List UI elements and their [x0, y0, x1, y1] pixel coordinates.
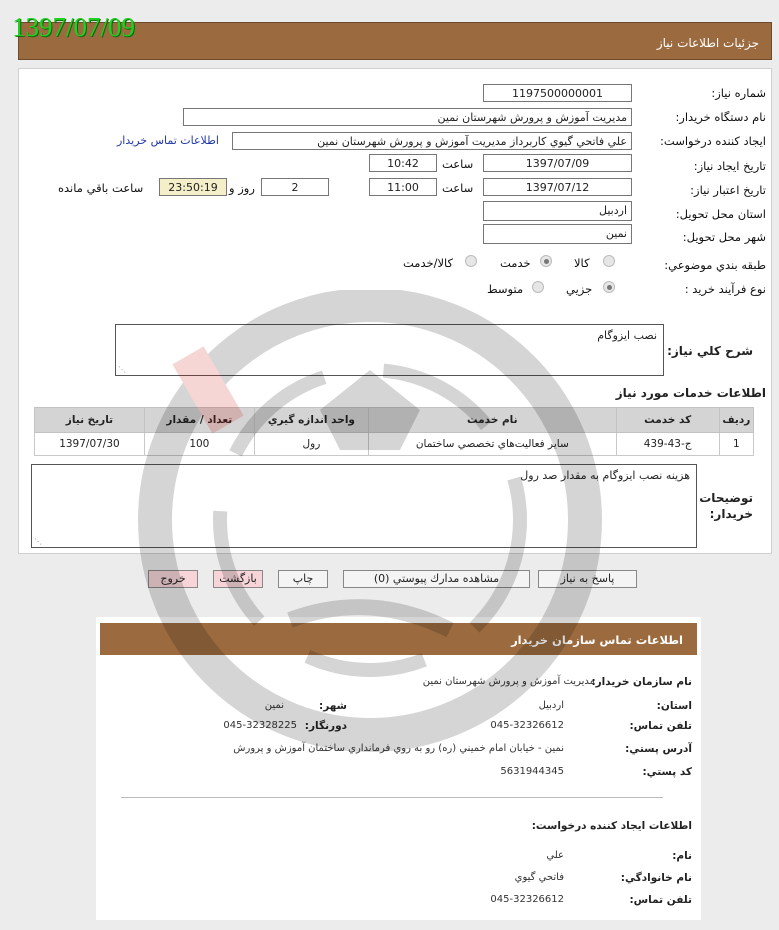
creator-phone-label: تلفن تماس:: [629, 894, 692, 906]
contact-phone-label: تلفن تماس:: [629, 720, 692, 732]
creator-name-value: علي: [546, 850, 564, 861]
col-need-date: تاريخ نياز: [35, 408, 145, 433]
col-quantity: تعداد / مقدار: [144, 408, 254, 433]
buyer-notes-textarea: [31, 464, 697, 548]
contact-postal-value: 5631944345: [500, 766, 564, 777]
cell-quantity: 100: [144, 433, 254, 456]
view-attachments-button[interactable]: مشاهده مدارك پيوستي (0): [343, 570, 530, 588]
creator-name-label: نام:: [672, 850, 692, 862]
creator-family-label: نام خانوادگي:: [620, 872, 692, 884]
category-goods-label: كالا: [574, 256, 590, 270]
category-goods-service-label: كالا/خدمت: [403, 256, 454, 270]
province-label: استان محل تحويل:: [675, 207, 766, 221]
buyer-notes-label-2: خريدار:: [709, 507, 753, 521]
cell-service-name: ساير فعاليت‌هاي تخصصي ساختمان: [369, 433, 616, 456]
cell-service-code: ج-43-439: [616, 433, 719, 456]
contact-card-title: اطلاعات تماس سازمان خريدار: [511, 633, 683, 647]
buyer-notes-text: هزينه نصب ايزوگام به مقدار صد رول: [520, 469, 690, 482]
purchase-medium-label: متوسط: [487, 282, 524, 296]
contact-province-label: استان:: [656, 700, 692, 712]
contact-postal-label: كد پستي:: [642, 766, 692, 778]
summary-textarea: [115, 324, 664, 376]
created-time-field: 10:42: [369, 154, 437, 172]
col-service-code: كد خدمت: [616, 408, 719, 433]
table-row: [35, 433, 754, 456]
buyer-contact-link[interactable]: اطلاعات تماس خريدار: [117, 134, 219, 147]
col-row-number: رديف: [719, 408, 753, 433]
created-time-label: ساعت: [442, 157, 474, 171]
col-unit: واحد اندازه گيري: [254, 408, 368, 433]
resize-grip-icon: ⋰: [118, 365, 126, 374]
requester-field: علي فاتحي گيوي كاربرداز مديريت آموزش و پرورش شهرستان نمين: [232, 132, 632, 150]
province-field: اردبيل: [483, 201, 632, 221]
city-field: نمين: [483, 224, 632, 244]
contact-city-label: شهر:: [319, 700, 347, 712]
need-number-field: 1197500000001: [483, 84, 632, 102]
contact-fax-label: دورنگار:: [304, 720, 347, 732]
created-date-field: 1397/07/09: [483, 154, 632, 172]
divider: [121, 797, 663, 798]
buyer-org-label: نام دستگاه خريدار:: [675, 110, 766, 124]
contact-address-label: آدرس پستي:: [625, 743, 692, 755]
requester-label: ايجاد كننده درخواست:: [660, 134, 766, 148]
city-label: شهر محل تحويل:: [682, 230, 766, 244]
contact-card-header: [100, 623, 697, 655]
category-label: طبقه بندي موضوعي:: [664, 258, 766, 272]
buyer-org-field: مديريت آموزش و پرورش شهرستان نمين: [183, 108, 632, 126]
remaining-time-field: 23:50:19: [159, 178, 227, 196]
days-label: روز و: [229, 181, 255, 195]
back-button[interactable]: بازگشت: [213, 570, 263, 588]
creator-phone-value: 045-32326612: [490, 894, 564, 905]
cell-unit: رول: [254, 433, 368, 456]
need-number-label: شماره نياز:: [711, 86, 766, 100]
reply-button[interactable]: پاسخ به نياز: [538, 570, 637, 588]
category-goods-radio[interactable]: [603, 255, 615, 267]
purchase-minor-radio[interactable]: [603, 281, 615, 293]
purchase-type-label: نوع فرآيند خريد :: [684, 282, 766, 296]
exit-button[interactable]: خروج: [148, 570, 198, 588]
contact-city-value: نمين: [264, 700, 284, 711]
buyer-notes-label: توضيحات: [699, 491, 753, 505]
remaining-label: ساعت باقي مانده: [58, 181, 144, 195]
category-service-label: خدمت: [500, 256, 531, 270]
date-stamp: 1397/07/09: [12, 12, 136, 42]
cell-row-number: 1: [719, 433, 753, 456]
contact-address-value: نمين - خيابان امام خميني (ره) رو به روي فرمانداري ساختمان آموزش و پرورش: [233, 743, 564, 754]
services-title: اطلاعات خدمات مورد نياز: [615, 386, 766, 400]
validity-date-field: 1397/07/12: [483, 178, 632, 196]
creator-section-title: اطلاعات ايجاد كننده درخواست:: [531, 820, 692, 832]
contact-phone-value: 045-32326612: [490, 720, 564, 731]
contact-province-value: اردبيل: [538, 700, 564, 711]
table-header-row: [35, 408, 754, 433]
category-service-radio[interactable]: [540, 255, 552, 267]
created-date-label: تاريخ ايجاد نياز:: [693, 159, 766, 173]
resize-grip-icon: ⋰: [34, 537, 42, 546]
validity-time-field: 11:00: [369, 178, 437, 196]
creator-family-value: فاتحي گيوي: [514, 872, 564, 883]
remaining-days-field: 2: [261, 178, 329, 196]
col-service-name: نام خدمت: [369, 408, 616, 433]
contact-fax-value: 045-32328225: [223, 720, 297, 731]
contact-org-label: نام سازمان خريدار:: [591, 676, 692, 688]
print-button[interactable]: چاپ: [278, 570, 328, 588]
summary-text: نصب ايزوگام: [597, 329, 657, 342]
category-goods-service-radio[interactable]: [465, 255, 477, 267]
purchase-minor-label: جزيي: [566, 282, 593, 296]
cell-need-date: 1397/07/30: [35, 433, 145, 456]
buyer-contact-card: [96, 617, 701, 920]
validity-date-label: تاريخ اعتبار نياز:: [690, 183, 766, 197]
purchase-medium-radio[interactable]: [532, 281, 544, 293]
summary-label: شرح كلي نياز:: [667, 344, 753, 358]
contact-org-value: مديريت آموزش و پرورش شهرستان نمين: [422, 676, 595, 687]
services-table: [34, 407, 754, 456]
page-title: جزئيات اطلاعات نياز: [656, 36, 759, 50]
validity-time-label: ساعت: [442, 181, 474, 195]
